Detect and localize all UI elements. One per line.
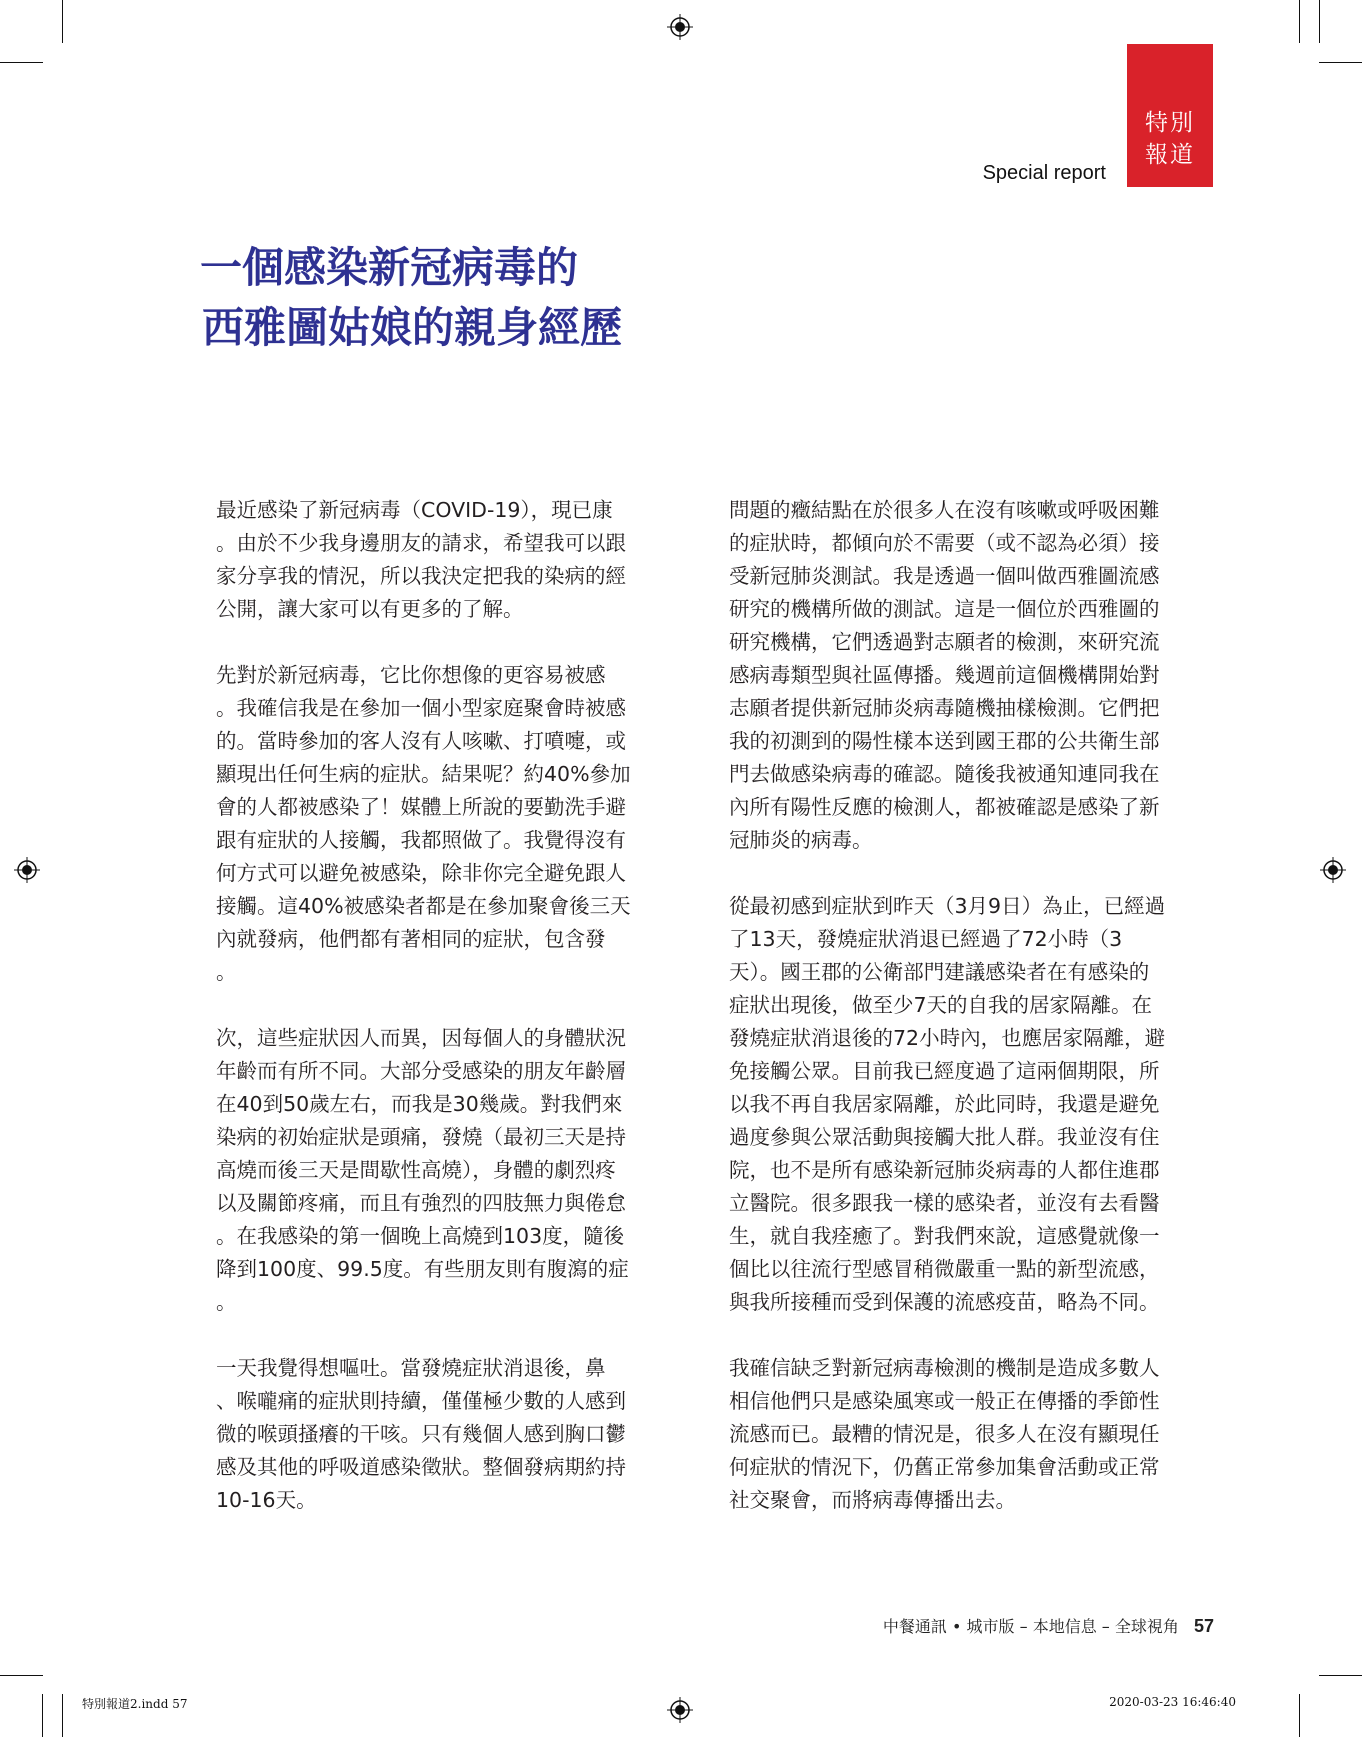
page-number: 57 (1193, 1616, 1214, 1636)
text-line: 。由於不少我身邊朋友的請求，希望我可以跟 (216, 531, 626, 555)
text-line: 了13天，發燒症狀消退已經過了72小時（3 (729, 927, 1123, 951)
title-line-1: 一個感染新冠病毒的 (200, 243, 579, 292)
text-line: 感病毒類型與社區傳播。幾週前這個機構開始對 (729, 663, 1160, 687)
text-line: 高燒而後三天是間歇性高燒），身體的劇烈疼 (216, 1158, 616, 1182)
text-line: 研究的機構所做的測試。這是一個位於西雅圖的 (729, 597, 1160, 621)
crop-mark (1319, 62, 1362, 63)
text-line: 感及其他的呼吸道感染徵狀。整個發病期約持 (216, 1455, 626, 1479)
text-line: 冠肺炎的病毒。 (729, 828, 873, 852)
text-line: 一天我覺得想嘔吐。當發燒症狀消退後，鼻 (216, 1356, 606, 1380)
text-line: 從最初感到症狀到昨天（3月9日）為止，已經過 (729, 894, 1166, 918)
crop-mark (1299, 0, 1300, 43)
crop-mark (0, 62, 43, 63)
slug-file: 特別報道2.indd 57 (82, 1697, 188, 1711)
text-line: 最近感染了新冠病毒（COVID-19），現已康 (216, 498, 613, 522)
slug-timestamp: 2020-03-23 16:46:40 (1109, 1695, 1236, 1709)
text-line: 。 (216, 1290, 237, 1314)
paragraph (216, 1352, 650, 1517)
text-line: 以及關節疼痛，而且有強烈的四肢無力與倦怠 (216, 1191, 626, 1215)
text-line: 發燒症狀消退後的72小時內，也應居家隔離，避 (729, 1026, 1166, 1050)
text-line: 我確信缺乏對新冠病毒檢測的機制是造成多數人 (729, 1356, 1160, 1380)
text-line: 10-16天。 (216, 1488, 317, 1512)
text-line: 跟有症狀的人接觸，我都照做了。我覺得沒有 (216, 828, 626, 852)
text-line: 生，就自我痊癒了。對我們來說，這感覺就像一 (729, 1224, 1160, 1248)
text-line: 家分享我的情況，所以我決定把我的染病的經 (216, 564, 626, 588)
section-tag-line1: 特別 (1145, 110, 1195, 136)
title-line-2: 西雅圖姑娘的親身經歷 (202, 303, 623, 352)
text-line: 年齡而有所不同。大部分受感染的朋友年齡層 (216, 1059, 626, 1083)
text-line: 天）。國王郡的公衛部門建議感染者在有感染的 (729, 960, 1150, 984)
text-line: 降到100度、99.5度。有些朋友則有腹瀉的症 (216, 1257, 629, 1281)
paragraph (216, 494, 650, 626)
text-line: 個比以往流行型感冒稍微嚴重一點的新型流感， (729, 1257, 1160, 1281)
text-line: 公開，讓大家可以有更多的了解。 (216, 597, 524, 621)
text-line: 受新冠肺炎測試。我是透過一個叫做西雅圖流感 (729, 564, 1160, 588)
text-line: 接觸。這40%被感染者都是在參加聚會後三天 (216, 894, 631, 918)
crop-mark (1319, 1675, 1362, 1676)
text-line: 門去做感染病毒的確認。隨後我被通知連同我在 (729, 762, 1160, 786)
text-line: 次，這些症狀因人而異，因每個人的身體狀況 (216, 1026, 626, 1050)
text-line: 顯現出任何生病的症狀。結果呢？約40%參加 (216, 762, 631, 786)
text-line: 在40到50歲左右，而我是30幾歲。對我們來 (216, 1092, 623, 1116)
crop-mark (1319, 0, 1320, 43)
paragraph (216, 1022, 650, 1319)
special-report-label: Special report (982, 162, 1106, 184)
text-line: 先對於新冠病毒，它比你想像的更容易被感 (216, 663, 606, 687)
text-line: 院，也不是所有感染新冠肺炎病毒的人都住進郡 (729, 1158, 1160, 1182)
text-line: 。我確信我是在參加一個小型家庭聚會時被感 (216, 696, 626, 720)
text-line: 內就發病，他們都有著相同的症狀，包含發 (216, 927, 606, 951)
text-line: 會的人都被感染了！媒體上所說的要勤洗手避 (216, 795, 626, 819)
text-line: 。在我感染的第一個晚上高燒到103度，隨後 (216, 1224, 625, 1248)
text-line: 的。當時參加的客人沒有人咳嗽、打噴嚏，或 (216, 729, 626, 753)
crop-mark (42, 1694, 43, 1737)
left-column (216, 494, 650, 1550)
registration-mark-icon (14, 857, 40, 883)
text-line: 染病的初始症狀是頭痛，發燒（最初三天是持 (216, 1125, 626, 1149)
text-line: 微的喉頭搔癢的干咳。只有幾個人感到胸口鬱 (216, 1422, 626, 1446)
publication-line: 中餐通訊 • 城市版 – 本地信息 – 全球視角 (882, 1617, 1179, 1636)
text-line: 何方式可以避免被感染，除非你完全避免跟人 (216, 861, 626, 885)
text-line: 流感而已。最糟的情況是，很多人在沒有顯現任 (729, 1422, 1160, 1446)
text-line: 症狀出現後，做至少7天的自我的居家隔離。在 (729, 993, 1153, 1017)
text-line: 內所有陽性反應的檢測人，都被確認是感染了新 (729, 795, 1160, 819)
paragraph (729, 1352, 1184, 1517)
crop-mark (62, 1694, 63, 1737)
paragraph (729, 494, 1184, 857)
crop-mark (0, 1675, 43, 1676)
text-line: 研究機構，它們透過對志願者的檢測，來研究流 (729, 630, 1160, 654)
paragraph (216, 659, 650, 989)
text-line: 何症狀的情況下，仍舊正常參加集會活動或正常 (729, 1455, 1160, 1479)
text-line: 以我不再自我居家隔離，於此同時，我還是避免 (729, 1092, 1160, 1116)
section-tag (1127, 44, 1213, 187)
text-line: 與我所接種而受到保護的流感疫苗，略為不同。 (729, 1290, 1160, 1314)
article-title (200, 238, 740, 358)
crop-mark (1299, 1694, 1300, 1737)
text-line: 過度參與公眾活動與接觸大批人群。我並沒有住 (729, 1125, 1160, 1149)
text-line: 問題的癥結點在於很多人在沒有咳嗽或呼吸困難 (729, 498, 1160, 522)
text-line: 、喉嚨痛的症狀則持續，僅僅極少數的人感到 (216, 1389, 626, 1413)
text-line: 社交聚會，而將病毒傳播出去。 (729, 1488, 1016, 1512)
text-line: 免接觸公眾。目前我已經度過了這兩個期限，所 (729, 1059, 1160, 1083)
registration-mark-icon (1320, 857, 1346, 883)
text-line: 相信他們只是感染風寒或一般正在傳播的季節性 (729, 1389, 1160, 1413)
right-column (729, 494, 1184, 1550)
registration-mark-icon (667, 14, 693, 40)
registration-mark-icon (667, 1697, 693, 1723)
crop-mark (62, 0, 63, 43)
text-line: 立醫院。很多跟我一樣的感染者，並沒有去看醫 (729, 1191, 1160, 1215)
section-tag-line2: 報道 (1145, 142, 1195, 168)
paragraph (729, 890, 1184, 1319)
text-line: 志願者提供新冠肺炎病毒隨機抽樣檢測。它們把 (729, 696, 1160, 720)
page-footer (883, 1614, 1214, 1637)
text-line: 我的初測到的陽性樣本送到國王郡的公共衛生部 (729, 729, 1160, 753)
text-line: 。 (216, 960, 237, 984)
text-line: 的症狀時，都傾向於不需要（或不認為必須）接 (729, 531, 1160, 555)
